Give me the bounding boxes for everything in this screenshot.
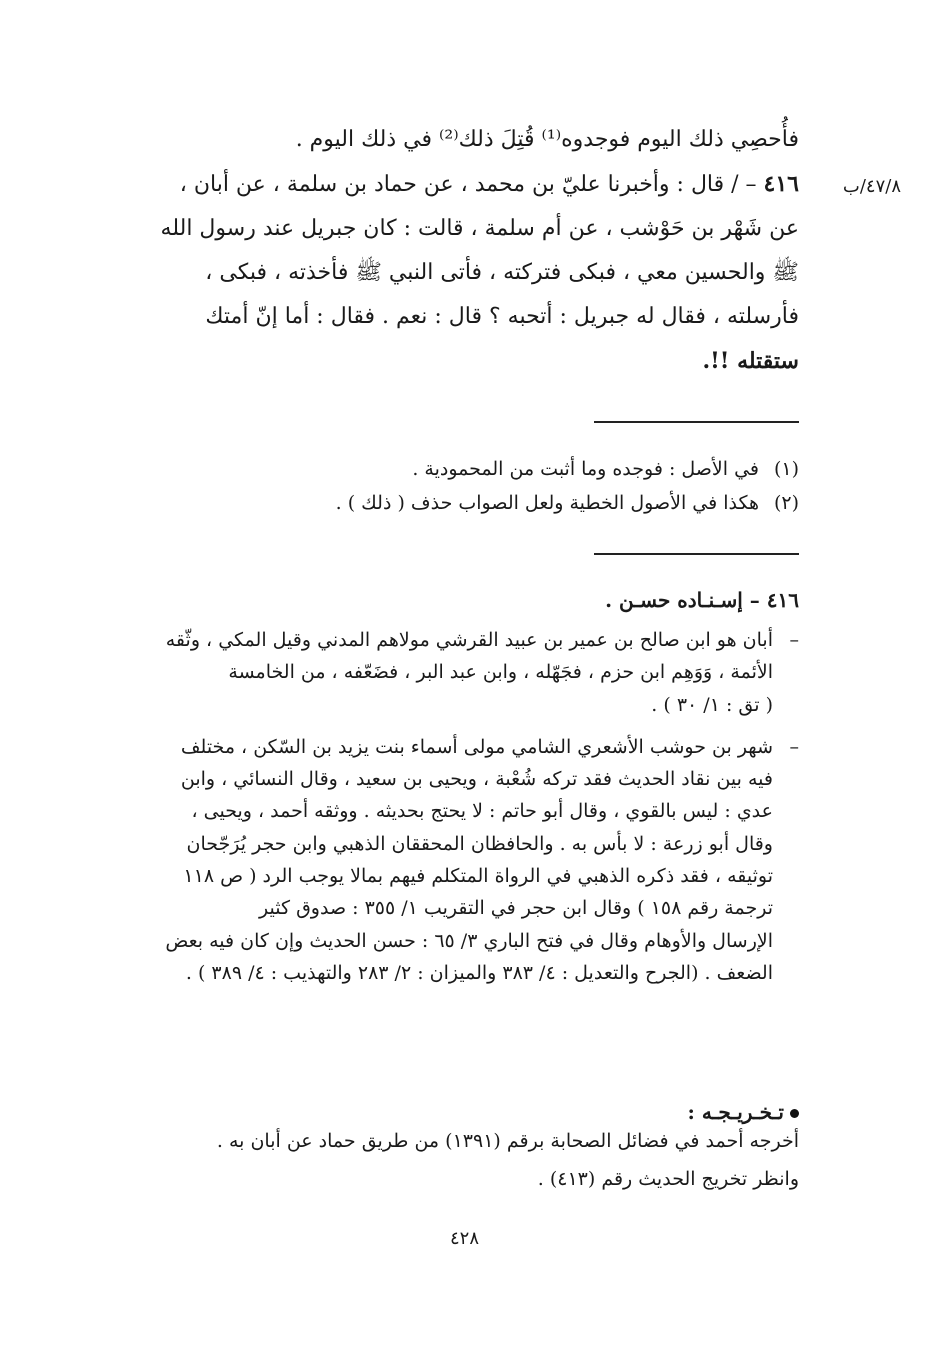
takhrij-heading — [688, 1100, 800, 1124]
narrator-note-shahr — [129, 731, 799, 989]
page-number: ٤٢٨ — [449, 1228, 479, 1249]
note-line: ترجمة رقم ١٥٨ ) وقال ابن حجر في التقريب ١/ ٣٥٥ : صدوق كثير — [259, 897, 773, 920]
main-line-2-text: – / قال : وأخبرنا عليّ بن محمد ، عن حماد بن سلمة ، عن أبان ، — [179, 172, 757, 197]
note-line: الضعف . (الجرح والتعديل : ٤/ ٣٨٣ والميزان : ٢/ ٢٨٣ والتهذيب : ٤/ ٣٨٩ ) . — [185, 961, 773, 984]
note-line: الأئمة ، وَوَهِم ابن حزم ، فجَهّله ، وابن عبد البر ، فضَعّفه ، من الخامسة — [228, 661, 773, 684]
footnote-2-text: هكذا في الأصول الخطية ولعل الصواب حذف ( ذلك ) . — [335, 492, 759, 514]
note-line: توثيقه ، فقد ذكره الذهبي في الرواة المتكلم فيهم بمالا يوجب الرد ( ص ١١٨ — [183, 865, 773, 888]
manuscript-folio-reference: ٤٧/٨/ب — [842, 176, 901, 197]
narrator-note-aban — [129, 624, 799, 721]
commentary-divider — [594, 553, 799, 555]
narrator-notes — [129, 624, 799, 989]
bullet-icon — [790, 1109, 799, 1118]
footnote-1-number: (١) — [773, 458, 799, 480]
note-line: فيه بين نقاد الحديث فقد تركه شُعْبة ، ويحيى بن سعيد ، وقال النسائي ، وابن — [180, 768, 773, 791]
main-line-2 — [129, 162, 799, 207]
main-line-6: ستقتله !!. — [702, 348, 799, 374]
footnote-1 — [129, 452, 799, 486]
footnote-1-text: في الأصل : فوجده وما أثبت من المحمودية . — [412, 458, 759, 480]
footnote-divider — [594, 421, 799, 423]
main-line-1: فأُحصِي ذلك اليوم فوجدوه⁽¹⁾ قُتِلَ ذلك⁽²⁾ في ذلك اليوم . — [295, 127, 799, 152]
note-line: وقال أبو زرعة : لا بأس به . والحافظان المحققان الذهبي وابن حجر يُرَجّحان — [186, 832, 773, 855]
main-line-4: ﷺ والحسين معي ، فبكى فتركته ، فأتى النبي ﷺ فأخذته ، فبكى ، — [205, 260, 799, 285]
takhrij-line-2: وانظر تخريج الحديث رقم (٤١٣) . — [537, 1168, 799, 1190]
hadith-text — [129, 118, 799, 383]
note-line: ( تق : ١/ ٣٠ ) . — [651, 693, 773, 716]
takhrij-text — [129, 1122, 799, 1198]
note-line: أبان هو ابن صالح بن عمير بن عبيد القرشي مولاهم المدني وقيل المكي ، وثّقه — [165, 629, 773, 651]
main-line-5: فأرسلته ، فقال له جبريل : أتحبه ؟ قال : نعم . فقال : أما إنّ أمتك — [205, 304, 799, 329]
main-line-3: عن شَهْر بن حَوْشب ، عن أم سلمة ، قالت : كان جبريل عند رسول الله — [160, 216, 799, 241]
note-line: شهر بن حوشب الأشعري الشامي مولى أسماء بنت يزيد بن السّكن ، مختلف — [180, 735, 773, 758]
footnote-2-number: (٢) — [773, 492, 799, 514]
isnad-heading: ٤١٦ – إسـنـاده حسـن . — [605, 588, 799, 612]
hadith-number: ٤١٦ — [763, 171, 799, 197]
dash-marker: – — [789, 629, 799, 651]
takhrij-line-1: أخرجه أحمد في فضائل الصحابة برقم (١٣٩١) من طريق حماد عن أبان به . — [216, 1130, 799, 1152]
footnotes — [129, 452, 799, 520]
footnote-2 — [129, 486, 799, 520]
note-line: الإرسال والأوهام وقال في فتح الباري ٣/ ٦٥ : حسن الحديث وإن كان فيه بعض — [165, 929, 773, 952]
takhrij-heading-text: تـخـريـجـه : — [687, 1100, 784, 1124]
dash-marker: – — [789, 735, 799, 758]
note-line: عدي : ليس بالقوي ، وقال أبو حاتم : لا يحتج بحديثه . ووثقه أحمد ، ويحيى ، — [191, 800, 773, 823]
